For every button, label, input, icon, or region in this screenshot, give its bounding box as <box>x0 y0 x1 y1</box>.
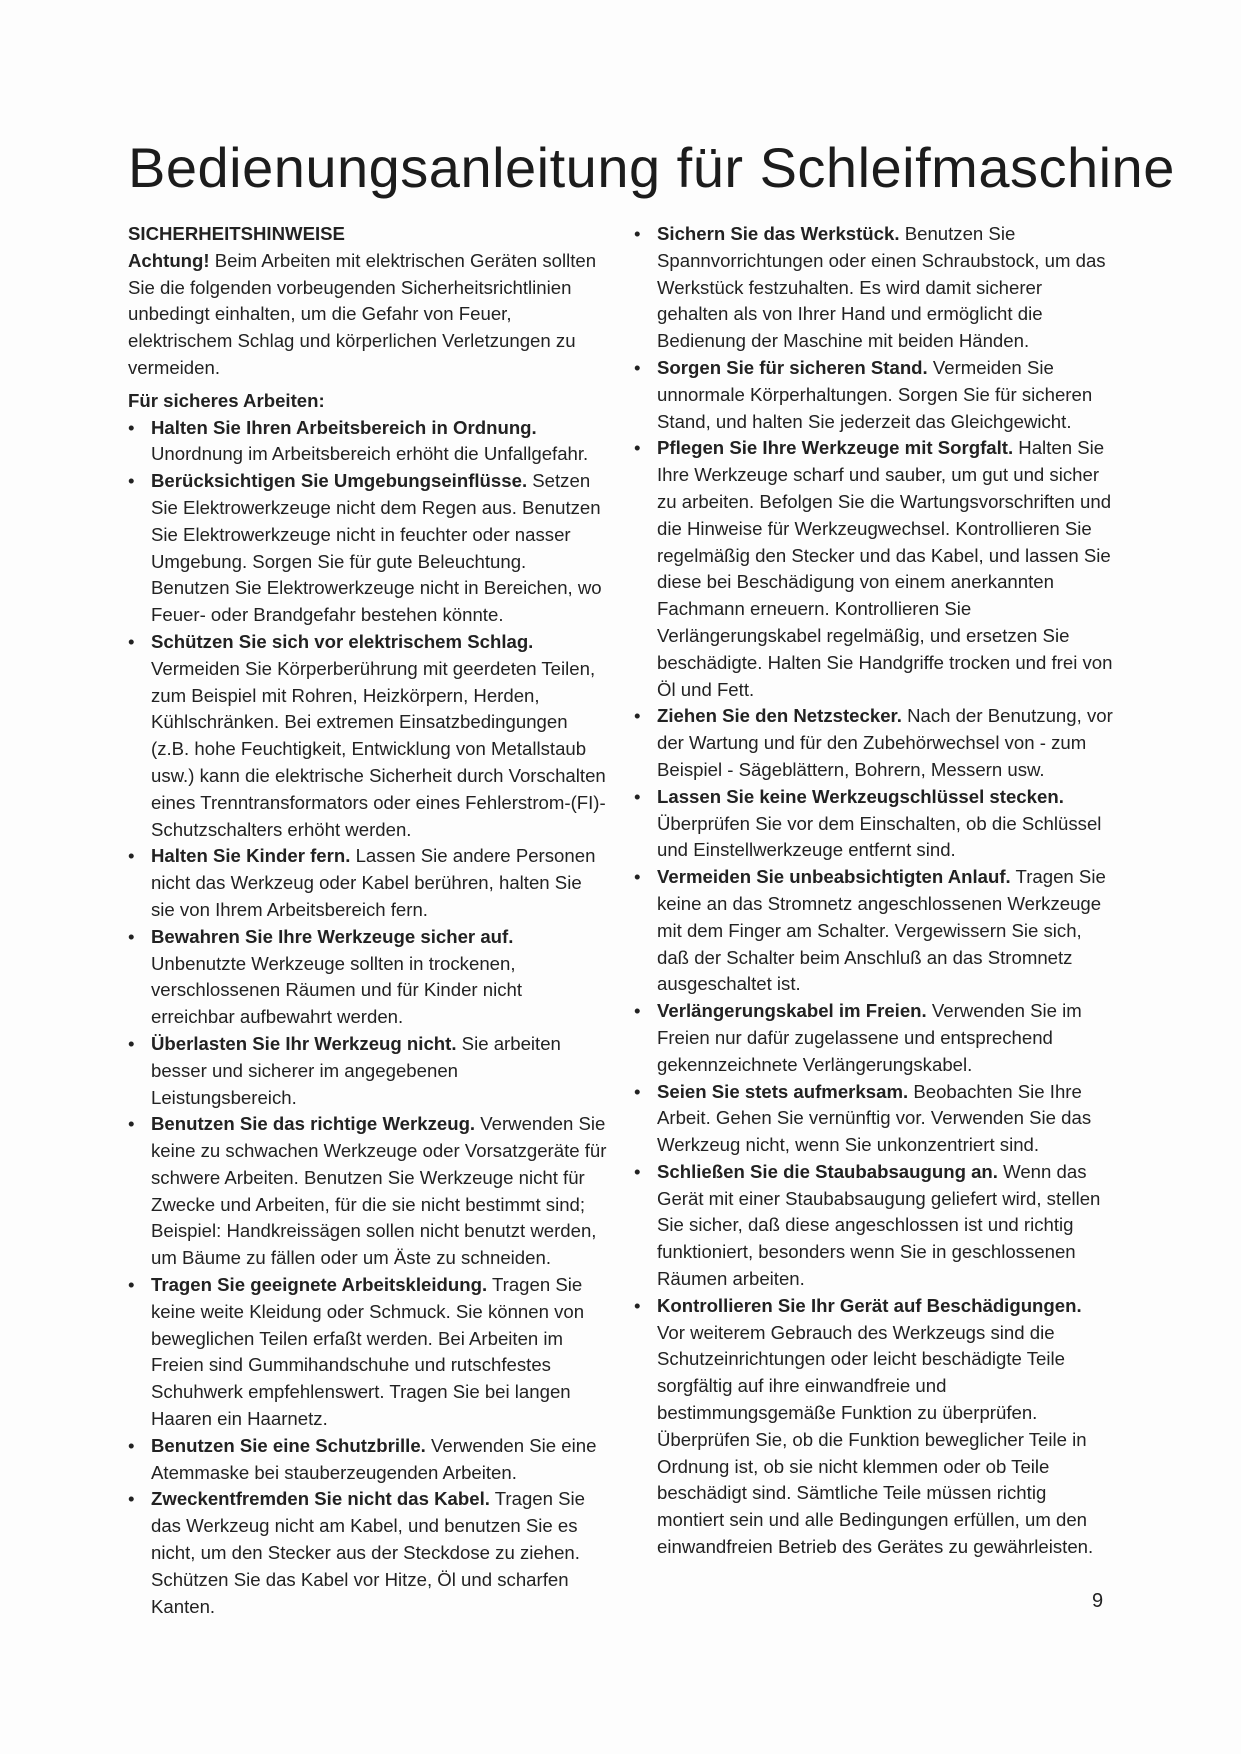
safety-item-text: Verwenden Sie im Freien nur dafür zugelassene und entsprechend gekennzeichnete Verlängerungskabel. <box>657 1000 1082 1075</box>
safety-item-text: Überprüfen Sie vor dem Einschalten, ob die Schlüssel und Einstellwerkzeuge entfernt sind. <box>657 812 1102 861</box>
safety-item <box>128 843 608 923</box>
safety-item-text: Halten Sie Ihre Werkzeuge scharf und sauber, um gut und sicher zu arbeiten. Befolgen Sie die Wartungsvorschriften und die Hinweise für Werkzeugwechsel. Kontrollieren Sie regelmäßig den Stecker und das Kabel, und lassen Sie diese bei Beschädigung von einem anerkannten Fachmann erneuern. Kontrollieren Sie Verlängerungskabel regelmäßig, und ersetzen Sie beschädigte. Halten Sie Handgriffe trocken und frei von Öl und Fett. <box>657 437 1113 700</box>
safety-item-text: Vermeiden Sie Körperberührung mit geerdeten Teilen, zum Beispiel mit Rohren, Heizkörpern, Herden, Kühlschränken. Bei extremen Einsatzbedingungen (z.B. hohe Feuchtigkeit, Entwicklung von Metallstaub usw.) kann die elektrische Sicherheit durch Vorschalten eines Trenntransformators oder eines Fehlerstrom-(FI)- Schutzschalters erhöht werden. <box>151 657 606 840</box>
safety-item <box>634 784 1114 864</box>
bullet-icon: • <box>634 1160 641 1182</box>
safety-item-lead: Benutzen Sie das richtige Werkzeug. <box>151 1113 476 1135</box>
safety-item-lead: Kontrollieren Sie Ihr Gerät auf Beschädigungen. <box>657 1294 1082 1316</box>
bullet-icon: • <box>128 1488 135 1510</box>
bullet-icon: • <box>634 1080 641 1102</box>
safety-item-lead: Schließen Sie die Staubabsaugung an. <box>657 1160 998 1182</box>
safety-item-lead: Überlasten Sie Ihr Werkzeug nicht. <box>151 1032 457 1054</box>
bullet-icon: • <box>634 785 641 807</box>
safety-item-text: Vermeiden Sie unnormale Körperhaltungen. Sorgen Sie für sicheren Stand, und halten Sie jederzeit das Gleichgewicht. <box>657 356 1093 432</box>
bullet-icon: • <box>634 223 641 244</box>
sub-heading: Für sicheres Arbeiten: <box>128 389 325 411</box>
bullet-icon: • <box>128 416 135 438</box>
bullet-icon: • <box>634 1000 641 1022</box>
bullet-icon: • <box>634 866 641 888</box>
safety-item <box>128 1486 608 1620</box>
safety-item <box>128 1111 608 1272</box>
safety-item <box>634 864 1114 998</box>
safety-item-lead: Berücksichtigen Sie Umgebungseinflüsse. <box>151 470 528 492</box>
safety-item-lead: Verlängerungskabel im Freien. <box>657 1000 927 1022</box>
intro-lead: Achtung! <box>128 249 210 271</box>
bullet-icon: • <box>128 470 135 492</box>
safety-item <box>634 1079 1114 1159</box>
safety-item-text: Tragen Sie das Werkzeug nicht am Kabel, und benutzen Sie es nicht, um den Stecker aus der Steckdose zu ziehen. Schützen Sie das Kabel vor Hitze, Öl und scharfen Kanten. <box>151 1488 586 1617</box>
bullet-icon: • <box>634 705 641 727</box>
safety-item <box>128 468 608 629</box>
left-column <box>128 221 608 1620</box>
safety-item <box>128 1031 608 1111</box>
safety-item-text: Wenn das Gerät mit einer Staubabsaugung geliefert wird, stellen Sie sicher, daß diese angeschlossen ist und richtig funktioniert, besonders wenn Sie in geschlossenen Räumen arbeiten. <box>657 1160 1101 1290</box>
bullet-icon: • <box>128 925 135 947</box>
safety-item-lead: Bewahren Sie Ihre Werkzeuge sicher auf. <box>151 925 514 947</box>
safety-item-lead: Pflegen Sie Ihre Werkzeuge mit Sorgfalt. <box>657 437 1014 459</box>
safety-item <box>128 415 608 469</box>
safety-item-text: Vor weiterem Gebrauch des Werkzeugs sind die Schutzeinrichtungen oder leicht beschädigte Teile sorgfältig auf ihre einwandfreie und bestimmungsgemäße Funktion zu überprüfen. Überprüfen Sie, ob die Funktion beweglicher Teile in Ordnung ist, ob sie nicht klemmen oder ob Teile beschädigt sind. Sämtliche Teile müssen richtig montiert sein und alle Bedingungen erfüllen, um den einwandfreien Betrieb des Gerätes zu gewährleisten. <box>657 1321 1094 1558</box>
safety-item-text: Sie arbeiten besser und sicherer im angegebenen Leistungsbereich. <box>151 1032 561 1108</box>
right-safety-list <box>634 221 1114 1561</box>
page-number: 9 <box>1092 1590 1104 1612</box>
safety-item <box>634 355 1114 435</box>
safety-item-lead: Benutzen Sie eine Schutzbrille. <box>151 1434 426 1456</box>
bullet-icon: • <box>634 1294 641 1316</box>
safety-item-lead: Schützen Sie sich vor elektrischem Schlag. <box>151 630 534 652</box>
intro-text: Beim Arbeiten mit elektrischen Geräten sollten Sie die folgenden vorbeugenden Sicherheitsrichtlinien unbedingt einhalten, um die Gefahr von Feuer, elektrischem Schlag und körperlichen Verletzungen zu vermeiden. <box>128 249 597 378</box>
safety-item-text: Beobachten Sie Ihre Arbeit. Gehen Sie vernünftig vor. Verwenden Sie das Werkzeug nicht, wenn Sie unkonzentriert sind. <box>657 1080 1092 1156</box>
safety-item <box>128 1433 608 1487</box>
safety-item <box>128 924 608 1031</box>
section-heading: SICHERHEITSHINWEISE <box>128 223 345 244</box>
safety-item-text: Unbenutzte Werkzeuge sollten in trockenen, verschlossenen Räumen und für Kinder nicht erreichbar aufbewahrt werden. <box>151 952 523 1028</box>
safety-item <box>634 703 1114 783</box>
safety-item <box>634 998 1114 1078</box>
safety-item-text: Tragen Sie keine weite Kleidung oder Schmuck. Sie können von beweglichen Teilen erfaßt werden. Bei Arbeiten im Freien sind Gummihandschuhe und rutschfestes Schuhwerk empfehlenswert. Tragen Sie bei langen Haaren ein Haarnetz. <box>151 1274 585 1430</box>
safety-item-text: Setzen Sie Elektrowerkzeuge nicht dem Regen aus. Benutzen Sie Elektrowerkzeuge nicht in feuchter oder nasser Umgebung. Sorgen Sie für gute Beleuchtung. Benutzen Sie Elektrowerkzeuge nicht in Bereichen, wo Feuer- oder Brandgefahr bestehen könnte. <box>151 470 602 626</box>
safety-item-text: Lassen Sie andere Personen nicht das Werkzeug oder Kabel berühren, halten Sie sie von Ihrem Arbeitsbereich fern. <box>151 845 596 920</box>
bullet-icon: • <box>128 1113 135 1135</box>
bullet-icon: • <box>128 1434 135 1456</box>
safety-item-lead: Lassen Sie keine Werkzeugschlüssel stecken. <box>657 785 1064 807</box>
safety-item-text: Verwenden Sie eine Atemmaske bei stauberzeugenden Arbeiten. <box>151 1434 597 1483</box>
intro-paragraph <box>128 248 608 382</box>
safety-item-text: Nach der Benutzung, vor der Wartung und für den Zubehörwechsel von - zum Beispiel - Sägeblättern, Bohrern, Messern usw. <box>657 705 1113 780</box>
safety-item-lead: Halten Sie Ihren Arbeitsbereich in Ordnung. <box>151 416 537 438</box>
bullet-icon: • <box>128 630 135 652</box>
bullet-icon: • <box>634 437 641 459</box>
right-column <box>634 221 1114 1561</box>
safety-item-lead: Sorgen Sie für sicheren Stand. <box>657 356 928 378</box>
safety-item-lead: Zweckentfremden Sie nicht das Kabel. <box>151 1488 490 1510</box>
safety-item-text: Unordnung im Arbeitsbereich erhöht die Unfallgefahr. <box>151 443 589 465</box>
bullet-icon: • <box>128 845 135 867</box>
safety-item-text: Verwenden Sie keine zu schwachen Werkzeuge oder Vorsatzgeräte für schwere Arbeiten. Benutzen Sie Werkzeuge nicht für Zwecke und Arbeiten, für die sie nicht bestimmt sind; Beispiel: Handkreissägen sollen nicht benutzt werden, um Bäume zu fällen oder um Äste zu schneiden. <box>151 1113 607 1269</box>
safety-item <box>128 1272 608 1433</box>
safety-item-lead: Sichern Sie das Werkstück. <box>657 223 900 244</box>
safety-item-lead: Halten Sie Kinder fern. <box>151 845 351 867</box>
safety-item <box>128 629 608 843</box>
safety-item-lead: Ziehen Sie den Netzstecker. <box>657 705 902 727</box>
safety-item-text: Tragen Sie keine an das Stromnetz angeschlossenen Werkzeuge mit dem Finger am Schalter. Vergewissern Sie sich, daß der Schalter beim Anschluß an das Stromnetz ausgeschaltet ist. <box>657 866 1106 995</box>
page-title: Bedienungsanleitung für Schleifmaschine <box>128 136 1175 199</box>
safety-item <box>634 1293 1114 1561</box>
safety-item <box>634 435 1114 703</box>
safety-item-text: Benutzen Sie Spannvorrichtungen oder einen Schraubstock, um das Werkstück festzuhalten. Es wird damit sicherer gehalten als von Ihrer Hand und ermöglicht die Bedienung der Maschine mit beiden Händen. <box>657 223 1106 352</box>
safety-item-lead: Tragen Sie geeignete Arbeitskleidung. <box>151 1274 488 1296</box>
safety-item-lead: Seien Sie stets aufmerksam. <box>657 1080 909 1102</box>
bullet-icon: • <box>128 1032 135 1054</box>
bullet-icon: • <box>128 1274 135 1296</box>
bullet-icon: • <box>634 356 641 378</box>
safety-item <box>634 1159 1114 1293</box>
safety-item <box>634 221 1114 355</box>
safety-item-lead: Vermeiden Sie unbeabsichtigten Anlauf. <box>657 866 1011 888</box>
left-safety-list <box>128 415 608 1621</box>
